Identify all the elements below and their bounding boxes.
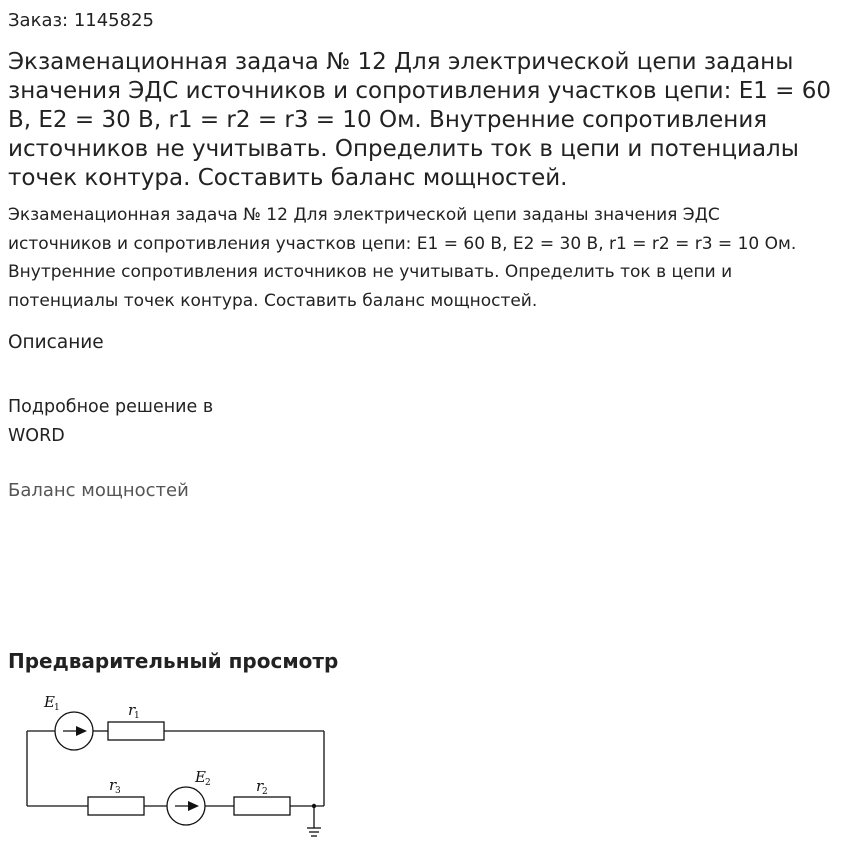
r1-resistor-symbol: [108, 722, 164, 740]
e2-label-letter: E: [195, 768, 206, 786]
r3-resistor-symbol: [88, 797, 144, 815]
r2-label-letter: r: [256, 777, 264, 795]
r2-label-sub: 2: [262, 787, 268, 797]
r3-label-sub: 3: [115, 786, 121, 796]
task-title: Экзаменационная задача № 12 Для электрической цепи заданы значения ЭДС источников и сопротивления участков цепи: E1 = 60 В, E2 = 30 В, r1 = r2 = r3 = 10 Ом. Внутренние сопротивления источников не учитывать. Определить ток в цепи и потенциалы точек контура. Составить баланс мощностей.: [8, 49, 832, 191]
r2-resistor-symbol: [234, 797, 290, 815]
preview-heading: Предварительный просмотр: [8, 649, 339, 673]
e1-label-letter: E: [44, 693, 55, 711]
e1-label-sub: 1: [54, 703, 60, 713]
r3-label-letter: r: [109, 776, 117, 794]
r1-label-letter: r: [128, 701, 136, 719]
r1-label-sub: 1: [134, 711, 140, 721]
ground-node-dot: [312, 804, 316, 808]
description-heading: Описание: [8, 332, 104, 353]
e2-label-sub: 2: [205, 778, 211, 788]
order-number: Заказ: 1145825: [8, 10, 154, 31]
solution-note: Подробное решение в WORD: [8, 397, 214, 446]
task-description: Экзаменационная задача № 12 Для электрической цепи заданы значения ЭДС источников и сопротивления участков цепи: E1 = 60 В, E2 = 30 В, r1 = r2 = r3 = 10 Ом. Внутренние сопротивления источников не учитывать. Определить ток в цепи и потенциалы точек контура. Составить баланс мощностей.: [8, 205, 797, 311]
power-balance-link[interactable]: Баланс мощностей: [8, 480, 189, 501]
circuit-diagram: [20, 688, 340, 844]
